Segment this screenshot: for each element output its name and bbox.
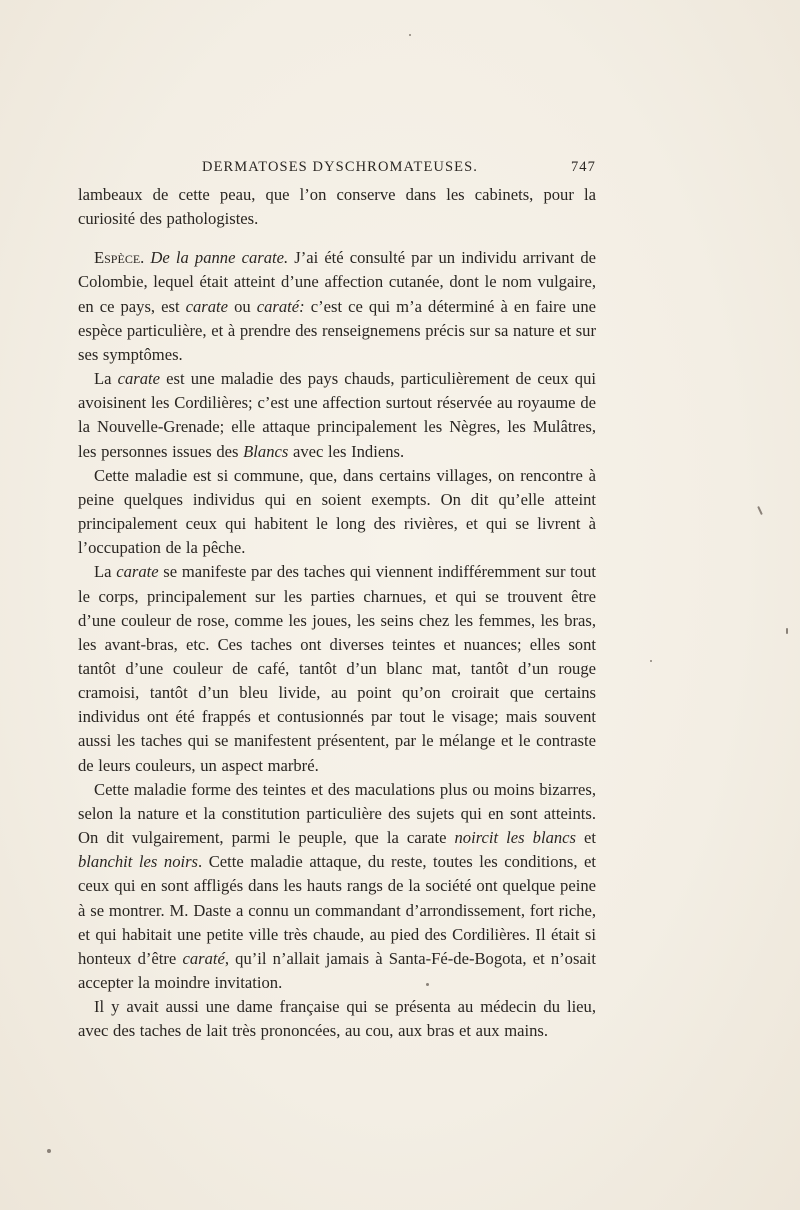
text-run: J’ai été consulté par un individu arrivant de Colombie, lequel était atteint d’une affection cutanée, dont le nom vulgaire, en ce pays, est <box>78 248 596 316</box>
paragraph <box>78 995 596 1043</box>
page-number: 747 <box>570 159 596 175</box>
text-run: c’est ce qui m’a déterminé à en faire une espèce particulière, et à prendre des renseignemens précis sur sa nature et sur ses symptômes. <box>78 296 597 364</box>
paragraph <box>78 560 596 777</box>
italic-text: caraté: <box>256 296 305 316</box>
text-run: avec les Indiens. <box>288 441 405 461</box>
italic-text: carate <box>116 562 159 582</box>
running-title: DERMATOSES DYSCHROMATEUSES. <box>202 159 478 175</box>
text-run: La <box>94 369 118 389</box>
paragraph <box>78 367 596 464</box>
italic-text: noircit les blancs <box>454 828 576 848</box>
paper-speck <box>650 660 652 662</box>
body-text <box>78 183 596 1043</box>
italic-text: Blancs <box>243 441 289 461</box>
italic-text: De la panne carate. <box>150 248 289 268</box>
paragraph <box>78 778 596 995</box>
text-run: Cette maladie est si commune, que, dans certains villages, on rencontre à peine quelques individus qui en soient exempts. On dit qu’elle atteint principalement ceux qui habitent le long des rivières, et qui se livrent à l’occupation de la pêche. <box>78 465 596 558</box>
italic-text: caraté <box>182 948 225 968</box>
text-run: se manifeste par des taches qui viennent indifféremment sur tout le corps, principalement sur les parties charnues, et qui se trouvent être d’une couleur de rose, comme les joues, les seins chez les femmes, les bras, les avant-bras, etc. Ces taches ont diverses teintes et nuances; elles sont tantôt d’une couleur de café, tantôt d’un blanc mat, tantôt d’un rouge cramoisi, tantôt d’un bleu livide, au point qu’on croirait que certains individus ont été frappés et contusionnés par tout le visage; mais souvent aussi les taches qui se manifestent présentent, par le mélange et le contraste de leurs couleurs, un aspect marbré. <box>78 562 596 775</box>
paragraph <box>78 183 596 231</box>
italic-text: carate <box>185 296 229 316</box>
text-run: , qu’il n’allait jamais à Santa-Fé-de-Bogota, et n’osait accepter la moindre invitation. <box>78 948 596 992</box>
text-run: lambeaux de cette peau, que l’on conserve dans les cabinets, pour la curiosité des pathologistes. <box>78 185 596 229</box>
text-run: La <box>94 562 117 582</box>
paper-speck <box>47 1149 51 1153</box>
italic-text: blanchit les noirs <box>78 852 199 872</box>
text-run: et <box>575 828 597 848</box>
paper-speck <box>409 34 411 36</box>
text-run: . Cette maladie attaque, du reste, toutes les conditions, et ceux qui en sont affligés dans les hauts rangs de la société ont quelque peine à se montrer. M. Daste a connu un commandant d’arrondissement, fort riche, et qui habitait une petite ville très chaude, au pied des Cordilières. Il était si honteux d’être <box>78 852 596 968</box>
page-header <box>202 159 596 181</box>
text-run: Cette maladie forme des teintes et des maculations plus ou moins bizarres, selon la nature et la constitution particulière des sujets qui en sont atteints. On dit vulgairement, parmi le peuple, que la carate <box>78 779 596 848</box>
text-run: est une maladie des pays chauds, particulièrement de ceux qui avoisinent les Cordilières; c’est une affection surtout réservée au royaume de la Nouvelle-Grenade; elle attaque principalement les Nègres, les Mulâtres, les personnes issues des <box>78 369 596 461</box>
section-label: Espèce. <box>94 248 145 268</box>
paper-speck <box>757 506 763 515</box>
paragraph <box>78 464 596 561</box>
text-run: ou <box>228 296 257 316</box>
paper-speck <box>786 628 788 634</box>
paragraph <box>78 246 596 367</box>
text-run: Il y avait aussi une dame française qui se présenta au médecin du lieu, avec des taches de lait très prononcées, au cou, aux bras et aux mains. <box>78 997 596 1041</box>
italic-text: carate <box>117 369 161 389</box>
